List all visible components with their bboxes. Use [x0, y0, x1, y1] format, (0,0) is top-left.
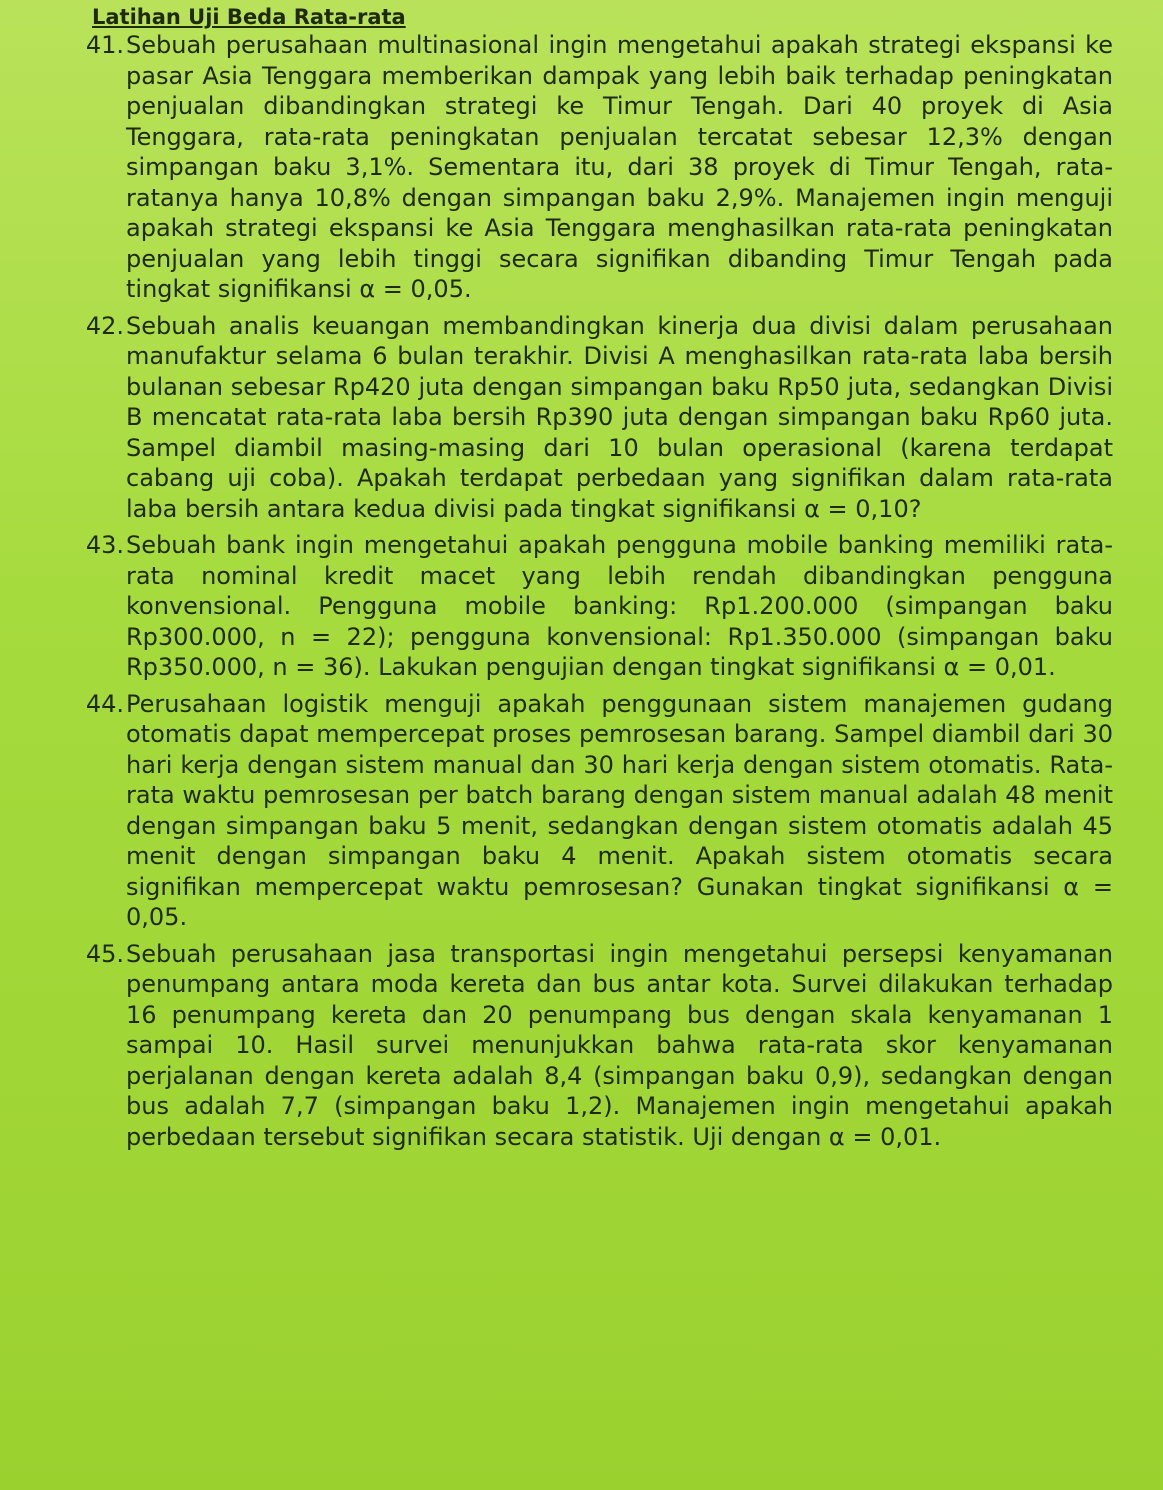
question-text: Perusahaan logistik menguji apakah penggunaan sistem manajemen gudang otomatis dapat mempercepat proses pemrosesan barang. Sampel diambil dari 30 hari kerja dengan sistem manual dan 30 hari kerja dengan sistem otomatis. Rata-rata waktu pemrosesan per batch barang dengan sistem manual adalah 48 menit dengan simpangan baku 5 menit, sedangkan dengan sistem otomatis adalah 45 menit dengan simpangan baku 4 menit. Apakah sistem otomatis secara signifikan mempercepat waktu pemrosesan? Gunakan tingkat signifikansi α = 0,05. — [126, 689, 1113, 931]
question-text: Sebuah analis keuangan membandingkan kinerja dua divisi dalam perusahaan manufaktur selama 6 bulan terakhir. Divisi A menghasilkan rata-rata laba bersih bulanan sebesar Rp420 juta dengan simpangan baku Rp50 juta, sedangkan Divisi B mencatat rata-rata laba bersih Rp390 juta dengan simpangan baku Rp60 juta. Sampel diambil masing-masing dari 10 bulan operasional (karena terdapat cabang uji coba). Apakah terdapat perbedaan yang signifikan dalam rata-rata laba bersih antara kedua divisi pada tingkat signifikansi α = 0,10? — [126, 311, 1113, 523]
question-number: 44. — [85, 689, 124, 718]
question-45 — [40, 939, 1123, 1153]
question-text: Sebuah bank ingin mengetahui apakah pengguna mobile banking memiliki rata-rata nominal kredit macet yang lebih rendah dibandingkan pengguna konvensional. Pengguna mobile banking: Rp1.200.000 (simpangan baku Rp300.000, n = 22); pengguna konvensional: Rp1.350.000 (simpangan baku Rp350.000, n = 36). Lakukan pengujian dengan tingkat signifikansi α = 0,01. — [126, 531, 1113, 681]
question-text: Sebuah perusahaan multinasional ingin mengetahui apakah strategi ekspansi ke pasar Asia Tenggara memberikan dampak yang lebih baik terhadap peningkatan penjualan dibandingkan strategi ke Timur Tengah. Dari 40 proyek di Asia Tenggara, rata-rata peningkatan penjualan tercatat sebesar 12,3% dengan simpangan baku 3,1%. Sementara itu, dari 38 proyek di Timur Tengah, rata-ratanya hanya 10,8% dengan simpangan baku 2,9%. Manajemen ingin menguji apakah strategi ekspansi ke Asia Tenggara menghasilkan rata-rata peningkatan penjualan yang lebih tinggi secara signifikan dibanding Timur Tengah pada tingkat signifikansi α = 0,05. — [126, 31, 1113, 303]
question-number: 41. — [85, 31, 124, 59]
question-number: 42. — [85, 311, 124, 340]
question-42 — [40, 311, 1123, 525]
question-43 — [40, 530, 1123, 683]
question-number: 43. — [85, 531, 124, 559]
document-title: Latihan Uji Beda Rata-rata — [92, 5, 406, 29]
question-text: Sebuah perusahaan jasa transportasi ingin mengetahui persepsi kenyamanan penumpang antara moda kereta dan bus antar kota. Survei dilakukan terhadap 16 penumpang kereta dan 20 penumpang bus dengan skala kenyamanan 1 sampai 10. Hasil survei menunjukkan bahwa rata-rata skor kenyamanan perjalanan dengan kereta adalah 8,4 (simpangan baku 0,9), sedangkan dengan bus adalah 7,7 (simpangan baku 1,2). Manajemen ingin mengetahui apakah perbedaan tersebut signifikan secara statistik. Uji dengan α = 0,01. — [126, 939, 1113, 1151]
question-number: 45. — [85, 939, 124, 968]
question-44 — [40, 689, 1123, 933]
question-41 — [40, 30, 1123, 305]
